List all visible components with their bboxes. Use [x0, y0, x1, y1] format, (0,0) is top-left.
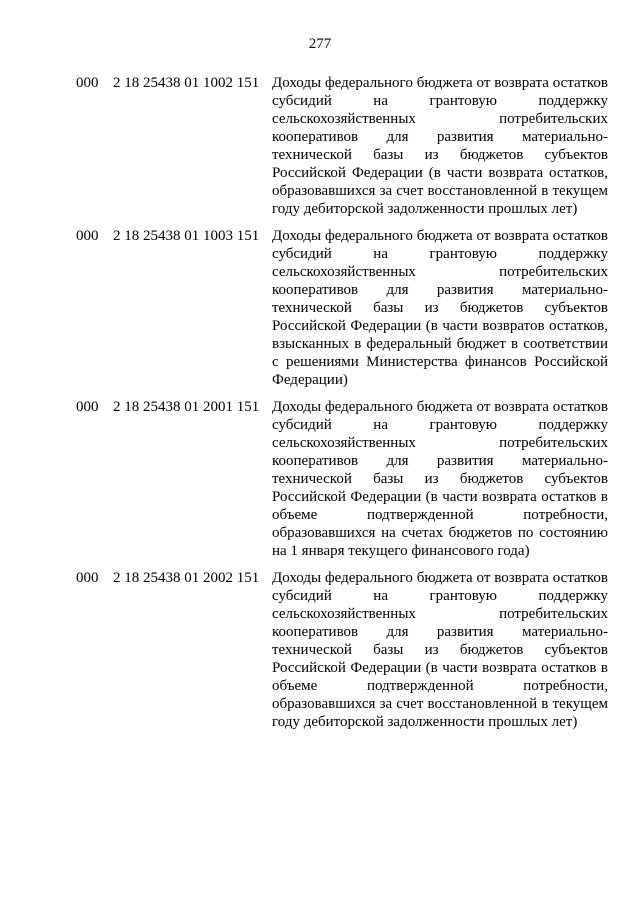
- kbk-code: 2 18 25438 01 1003 151: [113, 228, 260, 244]
- income-name: Доходы федерального бюджета от возврата остатков субсидий на грантовую поддержку сельскохозяйственных потребительских кооперативов для развития материально-технической базы из бюджетов субъектов Российской Федерации (в части возврата остатков, образовавшихся за счет восстановленной в текущем году дебиторской задолженности прошлых лет): [272, 75, 608, 217]
- budget-code-table: [76, 74, 608, 740]
- table-row: [76, 227, 608, 389]
- admin-code: 000: [76, 75, 99, 91]
- income-name: Доходы федерального бюджета от возврата остатков субсидий на грантовую поддержку сельскохозяйственных потребительских кооперативов для развития материально-технической базы из бюджетов субъектов Российской Федерации (в части возврата остатков в объеме подтвержденной потребности, образовавшихся на счетах бюджетов по состоянию на 1 января текущего финансового года): [272, 399, 608, 559]
- kbk-code: 2 18 25438 01 2001 151: [113, 399, 260, 415]
- kbk-code: 2 18 25438 01 1002 151: [113, 75, 260, 91]
- table-row: [76, 398, 608, 560]
- table-row: [76, 74, 608, 218]
- kbk-code: 2 18 25438 01 2002 151: [113, 570, 260, 586]
- page-number: 277: [308, 36, 332, 52]
- admin-code: 000: [76, 570, 99, 586]
- admin-code: 000: [76, 399, 99, 415]
- income-name: Доходы федерального бюджета от возврата остатков субсидий на грантовую поддержку сельскохозяйственных потребительских кооперативов для развития материально-технической базы из бюджетов субъектов Российской Федерации (в части возвратов остатков, взысканных в федеральный бюджет в соответствии с решениями Министерства финансов Российской Федерации): [272, 228, 608, 388]
- table-row: [76, 569, 608, 731]
- income-name: Доходы федерального бюджета от возврата остатков субсидий на грантовую поддержку сельскохозяйственных потребительских кооперативов для развития материально-технической базы из бюджетов субъектов Российской Федерации (в части возврата остатков в объеме подтвержденной потребности, образовавшихся за счет восстановленной в текущем году дебиторской задолженности прошлых лет): [272, 570, 608, 730]
- admin-code: 000: [76, 228, 99, 244]
